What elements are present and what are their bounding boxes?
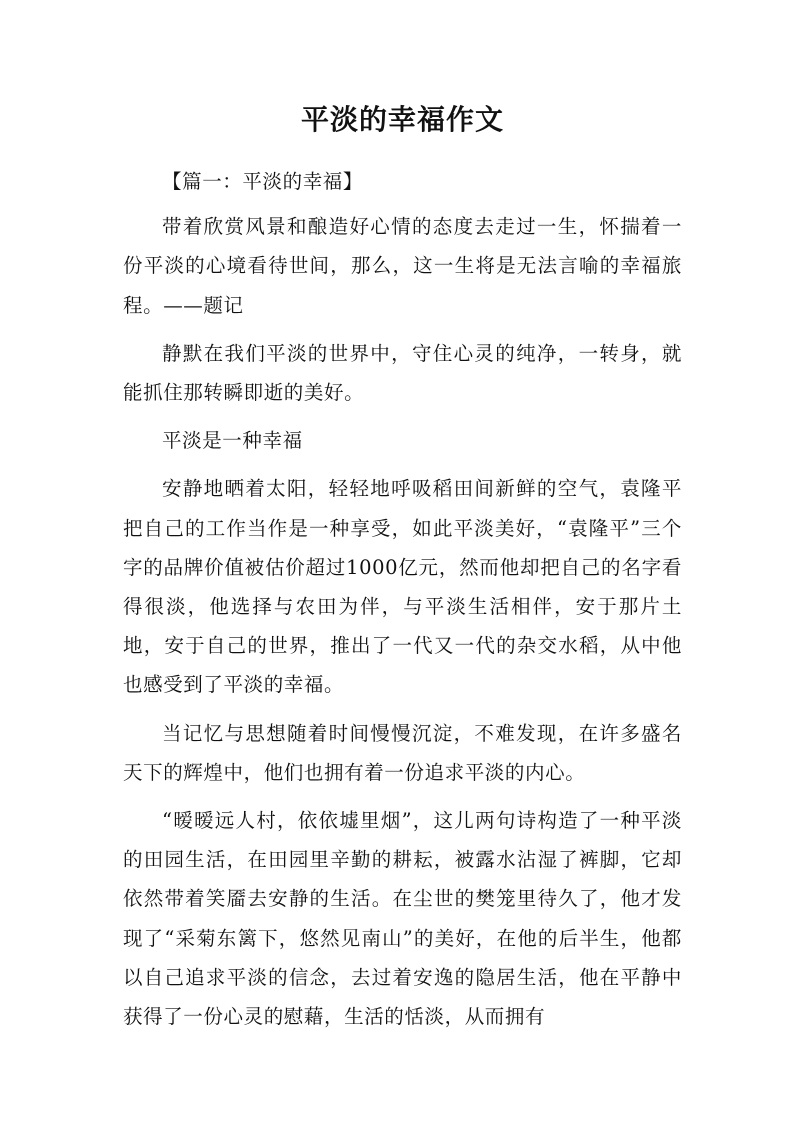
subheading: 平淡是一种幸福 bbox=[162, 429, 303, 453]
paragraph: “暧暧远人村，依依墟里烟”，这儿两句诗构造了一种平淡的田园生活，在田园里辛勤的耕耘，被露水沾湿了裤脚，它却依然带着笑靥去安静的生活。在尘世的樊笼里待久了，他才发现了“采菊东篱下，悠然见南山”的美好，在他的后半生，他都以自己追求平淡的信念，去过着安逸的隐居生活，他在平静中获得了一份心灵的慰藉，生活的恬淡，从而拥有 bbox=[123, 809, 682, 1029]
paragraph-epigraph: 带着欣赏风景和酿造好心情的态度去走过一生，怀揣着一份平淡的心境看待世间，那么，这一生将是无法言喻的幸福旅程。——题记 bbox=[123, 215, 682, 317]
document-title: 平淡的幸福作文 bbox=[300, 103, 504, 136]
paragraph: 安静地晒着太阳，轻轻地呼吸稻田间新鲜的空气，袁隆平把自己的工作当作是一种享受，如此平淡美好，“袁隆平”三个字的品牌价值被估价超过1000亿元，然而他却把自己的名字看得很淡，他选择与农田为伴，与平淡生活相伴，安于那片土地，安于自己的世界，推出了一代又一代的杂交水稻，从中他也感受到了平淡的幸福。 bbox=[123, 477, 682, 697]
paragraph: 当记忆与思想随着时间慢慢沉淀，不难发现，在许多盛名天下的辉煌中，他们也拥有着一份追求平淡的内心。 bbox=[123, 721, 682, 784]
paragraph: 静默在我们平淡的世界中，守住心灵的纯净，一转身，就能抓住那转瞬即逝的美好。 bbox=[123, 341, 682, 405]
section-heading: 【篇一：平淡的幸福】 bbox=[162, 170, 364, 193]
